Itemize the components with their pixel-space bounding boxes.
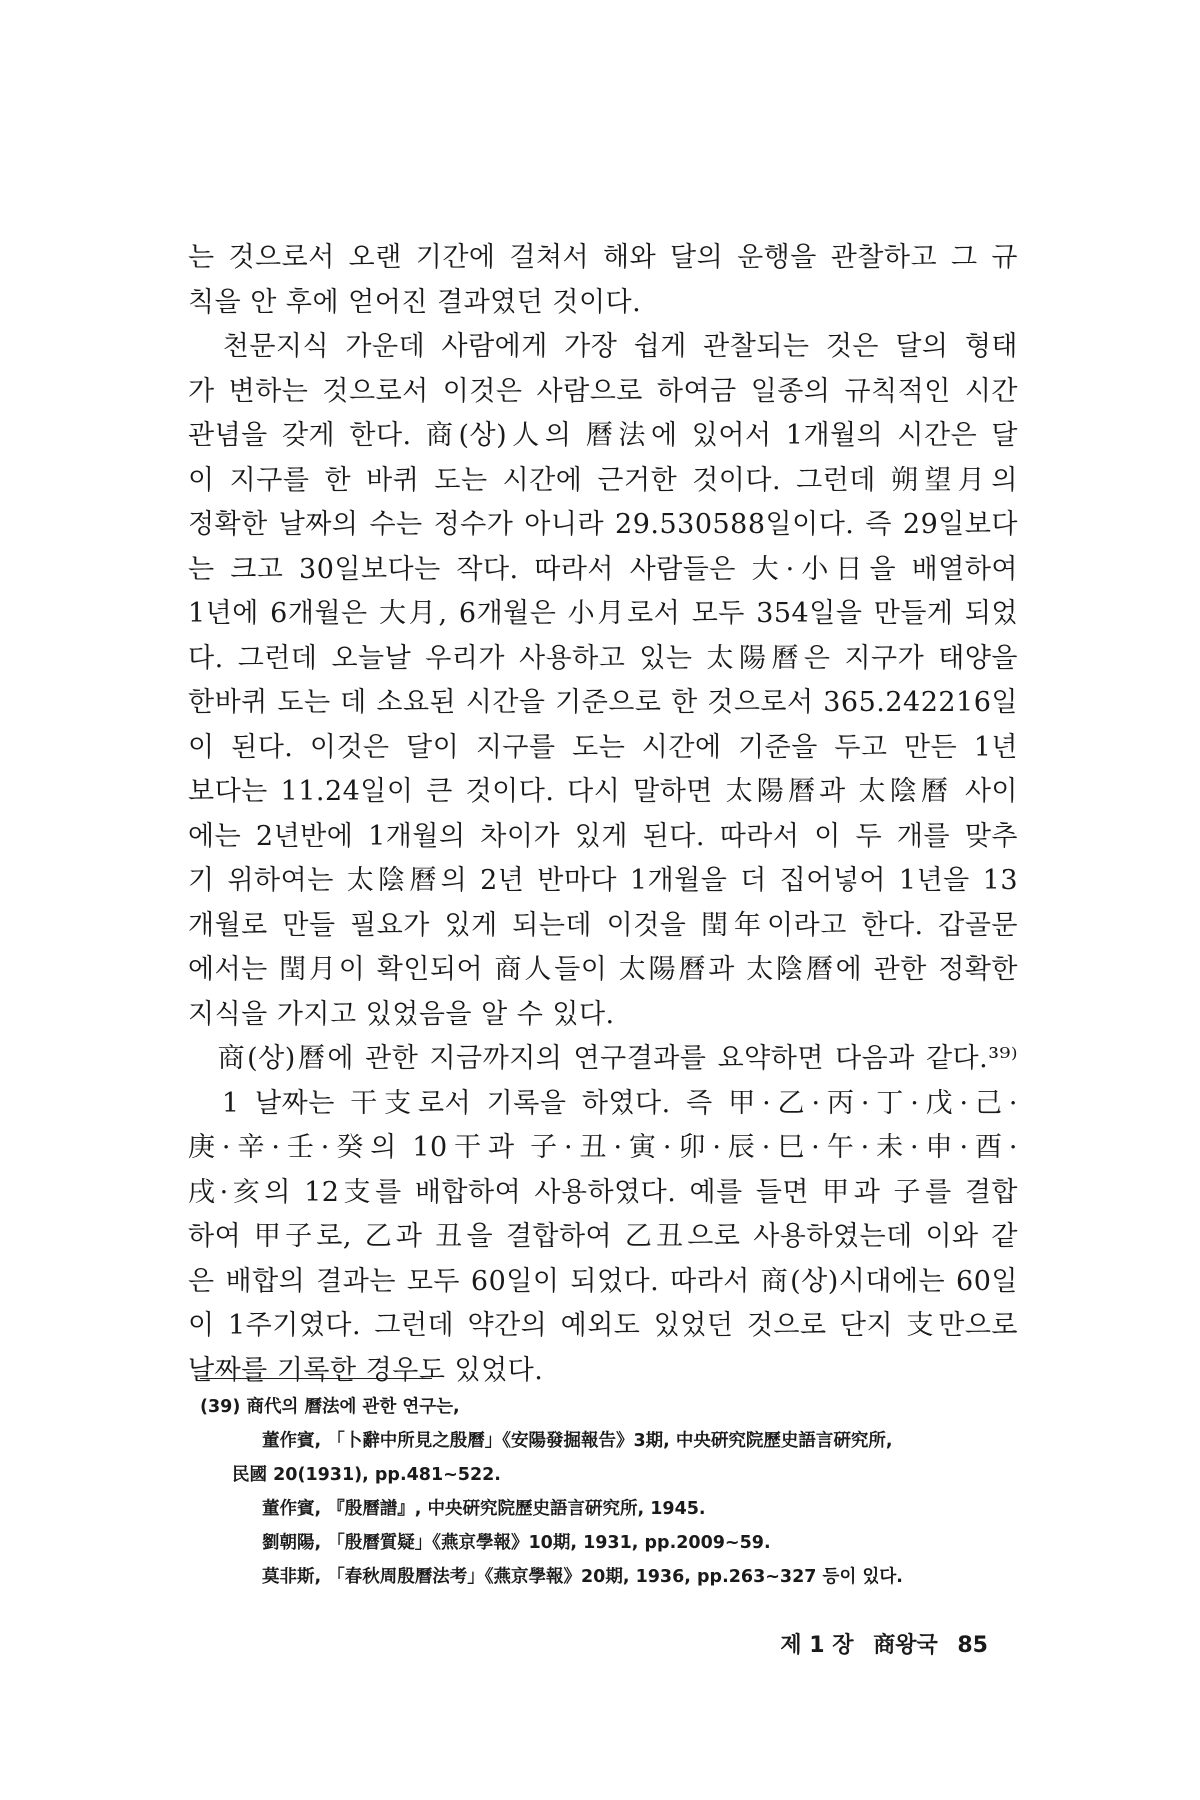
text-line: 한바퀴 도는 데 소요된 시간을 기준으로 한 것으로서 365.242216일 (188, 687, 1018, 718)
footnote-line: 董作賓, 「卜辭中所見之殷曆」《安陽發掘報告》3期, 中央硏究院歷史語言硏究所, (262, 1431, 893, 1451)
text-line: 는 것으로서 오랜 기간에 걸쳐서 해와 달의 운행을 관찰하고 그 규 (188, 242, 1018, 273)
text-line: 가 변하는 것으로서 이것은 사람으로 하여금 일종의 규칙적인 시간 (188, 375, 1018, 407)
text-line: 戌·亥의 12支를 배합하여 사용하였다. 예를 들면 甲과 子를 결합 (188, 1176, 1018, 1208)
text-line: 칙을 안 후에 얻어진 결과였던 것이다. (188, 286, 642, 318)
text-line: 보다는 11.24일이 큰 것이다. 다시 말하면 太陽曆과 太陰曆 사이 (188, 776, 1018, 807)
footnote-line: (39) 商代의 曆法에 관한 연구는, (200, 1397, 460, 1417)
text-line: 1 날짜는 干支로서 기록을 하였다. 즉 甲·乙·丙·丁·戊·己· (188, 1087, 1018, 1119)
text-line: 은 배합의 결과는 모두 60일이 되었다. 따라서 商(상)시대에는 60일 (188, 1265, 1018, 1297)
text-line: 이 된다. 이것은 달이 지구를 도는 시간에 기준을 두고 만든 1년 (188, 731, 1018, 763)
chapter-label: 제 1 장 (780, 1633, 854, 1658)
footnote-line: 民國 20(1931), pp.481~522. (232, 1465, 501, 1485)
text-line: 는 크고 30일보다는 작다. 따라서 사람들은 大·小日을 배열하여 (188, 553, 1018, 585)
text-line: 기 위하여는 太陰曆의 2년 반마다 1개월을 더 집어넣어 1년을 13 (188, 865, 1018, 896)
footnote-divider (200, 1378, 432, 1379)
text-line: 지식을 가지고 있었음을 알 수 있다. (188, 998, 615, 1030)
running-footer (768, 1628, 988, 1659)
main-text (188, 236, 1018, 1393)
footnote-line: 董作賓, 『殷曆譜』, 中央硏究院歷史語言硏究所, 1945. (262, 1499, 706, 1519)
text-line: 천문지식 가운데 사람에게 가장 쉽게 관찰되는 것은 달의 형태 (188, 331, 1018, 362)
text-line: 이 지구를 한 바퀴 도는 시간에 근거한 것이다. 그런데 朔望月의 (188, 464, 1018, 496)
text-line: 에는 2년반에 1개월의 차이가 있게 된다. 따라서 이 두 개를 맞추 (188, 820, 1018, 852)
text-line: 이 1주기였다. 그런데 약간의 예외도 있었던 것으로 단지 支만으로 (188, 1310, 1018, 1341)
chapter-title: 商왕국 (873, 1633, 938, 1658)
text-line: 관념을 갖게 한다. 商(상)人의 曆法에 있어서 1개월의 시간은 달 (188, 420, 1018, 451)
text-line: 庚·辛·壬·癸의 10干과 子·丑·寅·卯·辰·巳·午·未·申·酉· (188, 1132, 1018, 1163)
text-line: 개월로 만들 필요가 있게 되는데 이것을 閏年이라고 한다. 갑골문 (188, 909, 1018, 941)
text-line: 다. 그런데 오늘날 우리가 사용하고 있는 太陽曆은 지구가 태양을 (188, 642, 1018, 674)
text-line: 날짜를 기록한 경우도 있었다. (188, 1354, 544, 1386)
text-line: 정확한 날짜의 수는 정수가 아니라 29.530588일이다. 즉 29일보다 (188, 509, 1018, 540)
footnotes (200, 1390, 1020, 1594)
footnote-line: 莫非斯, 「春秋周殷曆法考」《燕京學報》20期, 1936, pp.263~327 등이 있다. (262, 1567, 903, 1587)
text-line: 에서는 閏月이 확인되어 商人들이 太陽曆과 太陰曆에 관한 정확한 (188, 954, 1018, 985)
text-line: 商(상)曆에 관한 지금까지의 연구결과를 요약하면 다음과 같다.³⁹⁾ (188, 1043, 1018, 1074)
page-number: 85 (957, 1633, 988, 1658)
text-line: 1년에 6개월은 大月, 6개월은 小月로서 모두 354일을 만들게 되었 (188, 598, 1018, 629)
footnote-line: 劉朝陽, 「殷曆質疑」《燕京學報》10期, 1931, pp.2009~59. (262, 1533, 771, 1553)
text-line: 하여 甲子로, 乙과 丑을 결합하여 乙丑으로 사용하였는데 이와 같 (188, 1221, 1018, 1252)
